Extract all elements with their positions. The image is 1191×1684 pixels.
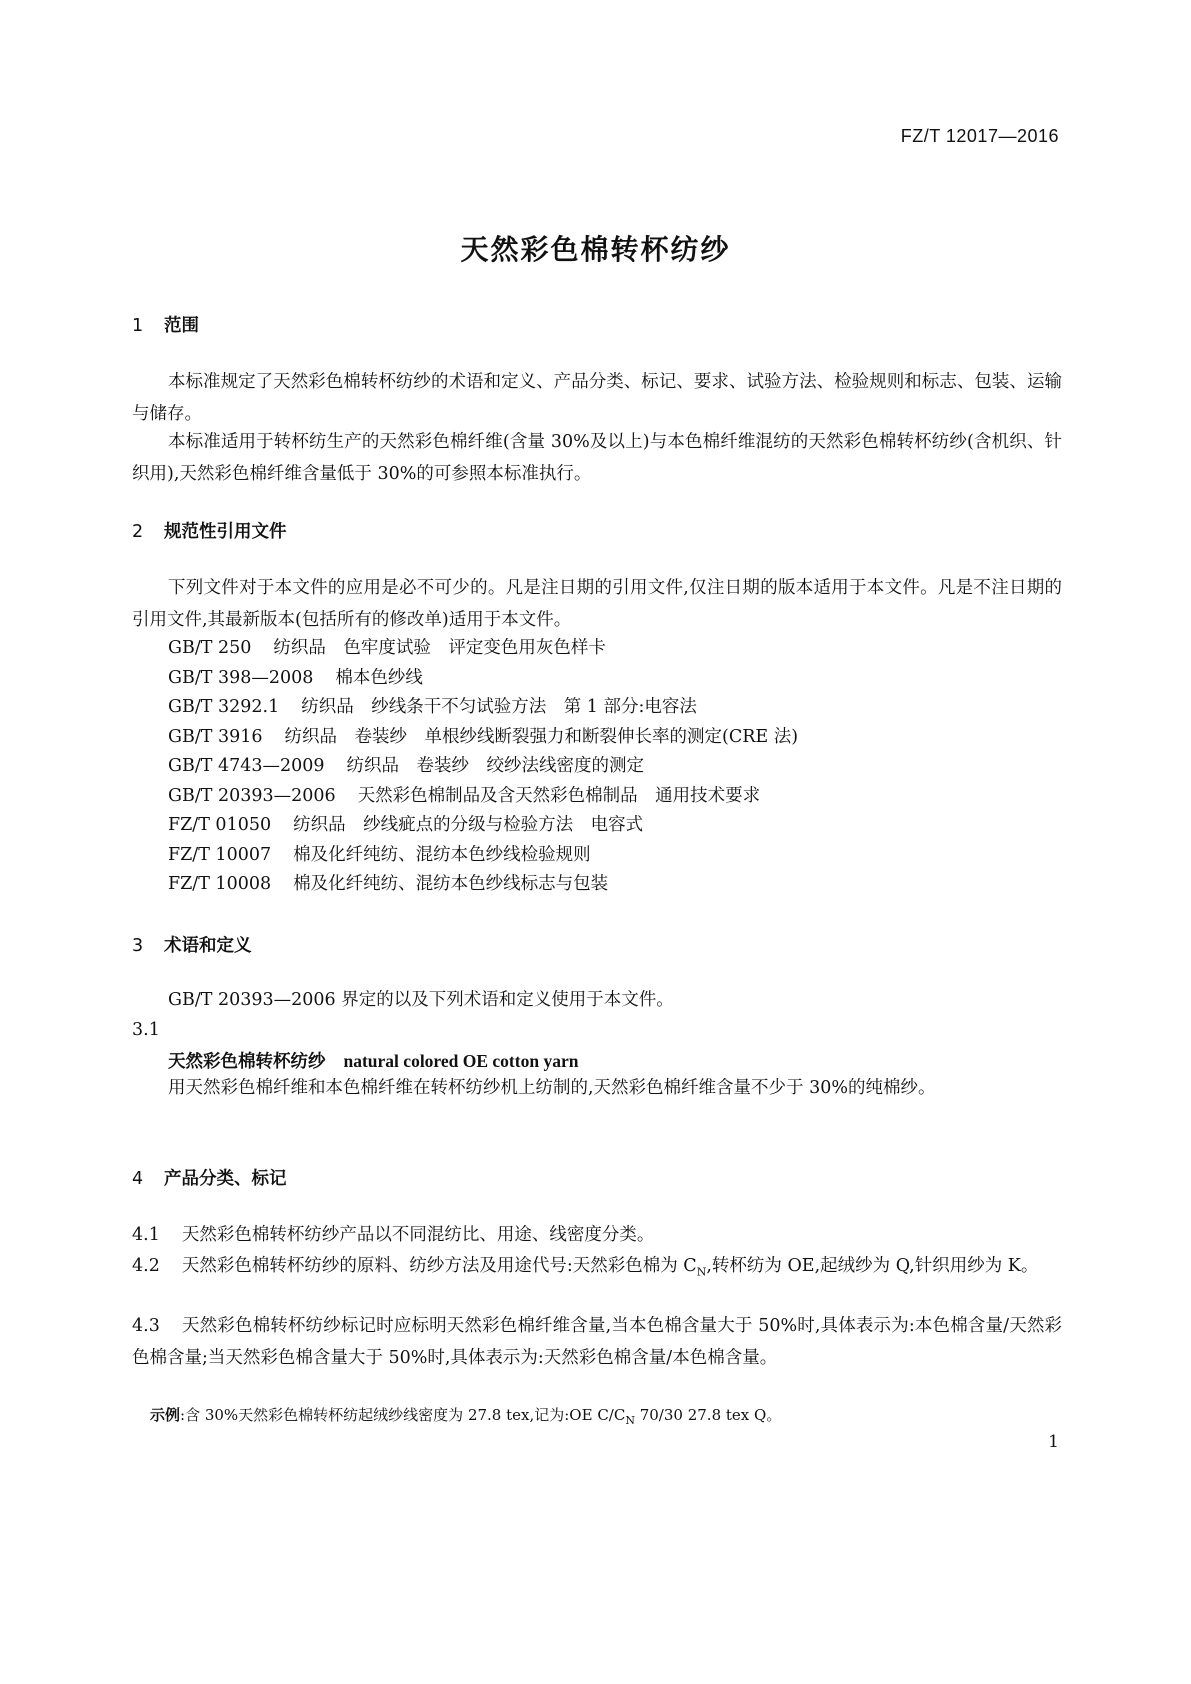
reference-item — [168, 780, 760, 812]
section-title: 术语和定义 — [164, 936, 252, 956]
clause-text: 天然彩色棉转杯纺纱产品以不同混纺比、用途、线密度分类。 — [181, 1225, 655, 1245]
section-3-heading — [132, 932, 252, 957]
term-3-1 — [168, 1048, 578, 1073]
reference-title: 纺织品 卷装纱 单根纱线断裂强力和断裂伸长率的测定(CRE 法) — [284, 726, 799, 747]
reference-item — [168, 721, 798, 753]
section-2-heading — [132, 518, 287, 543]
clause-text: 天然彩色棉转杯纺纱标记时应标明天然彩色棉纤维含量,当本色棉含量大于 50%时,具体表示为:本色棉含量/天然彩色棉含量;当天然彩色棉含量大于 50%时,具体表示为:天然彩色棉含量/本色棉含量。 — [132, 1316, 1062, 1368]
example-text-cont: 70/30 27.8 tex Q。 — [634, 1406, 782, 1424]
terms-intro: GB/T 20393—2006 界定的以及下列术语和定义使用于本文件。 — [168, 990, 674, 1010]
document-title: 天然彩色棉转杯纺纱 — [460, 233, 731, 266]
clause-4-2 — [132, 1250, 1062, 1289]
reference-title: 棉及化纤纯纺、混纺本色纱线标志与包装 — [293, 874, 609, 894]
subscript: N — [625, 1414, 635, 1427]
reference-title: 棉本色纱线 — [335, 667, 423, 688]
section-title: 规范性引用文件 — [164, 522, 287, 542]
section-1-heading — [132, 312, 199, 337]
example-note — [150, 1404, 781, 1427]
example-label: 示例 — [150, 1406, 181, 1424]
reference-code: GB/T 3916 — [168, 726, 263, 747]
reference-item — [168, 839, 591, 871]
reference-code: GB/T 3292.1 — [168, 697, 280, 717]
clause-number: 4.1 — [132, 1225, 160, 1245]
section-4-heading — [132, 1165, 287, 1190]
clause-text-cont: ,转杯纺为 OE,起绒纱为 Q,针织用纱为 K。 — [706, 1256, 1039, 1276]
reference-code: GB/T 250 — [168, 638, 252, 658]
clause-number: 4.3 — [132, 1316, 160, 1336]
reference-title: 纺织品 卷装纱 绞纱法线密度的测定 — [346, 756, 645, 776]
reference-title: 纺织品 色牢度试验 评定变色用灰色样卡 — [273, 638, 606, 658]
section-number: 3 — [132, 936, 144, 956]
reference-title: 纺织品 纱线疵点的分级与检验方法 电容式 — [293, 815, 644, 835]
reference-code: GB/T 4743—2009 — [168, 756, 325, 776]
reference-title: 棉及化纤纯纺、混纺本色纱线检验规则 — [293, 844, 591, 865]
section-number: 2 — [132, 522, 144, 542]
reference-item — [168, 691, 697, 723]
reference-item — [168, 809, 643, 841]
standard-code: FZ/T 12017—2016 — [900, 126, 1059, 146]
reference-code: GB/T 20393—2006 — [168, 785, 336, 806]
section-title: 产品分类、标记 — [164, 1169, 287, 1189]
clause-4-3 — [132, 1310, 1062, 1374]
scope-paragraph-1: 本标准规定了天然彩色棉转杯纺纱的术语和定义、产品分类、标记、要求、试验方法、检验规则和标志、包装、运输与储存。 — [132, 372, 1062, 424]
example-text: :含 30%天然彩色棉转杯纺起绒纱线密度为 27.8 tex,记为:OE C/C — [180, 1406, 626, 1424]
term-3-1-definition: 用天然彩色棉纤维和本色棉纤维在转杯纺纱机上纺制的,天然彩色棉纤维含量不少于 30%的纯棉纱。 — [168, 1078, 936, 1098]
term-3-1-number: 3.1 — [132, 1020, 160, 1040]
term-english: natural colored OE cotton yarn — [343, 1051, 579, 1071]
section-title: 范围 — [164, 316, 199, 336]
clause-number: 4.2 — [132, 1256, 160, 1276]
reference-code: GB/T 398—2008 — [168, 667, 314, 688]
reference-item — [168, 868, 608, 900]
reference-title: 纺织品 纱线条干不匀试验方法 第 1 部分:电容法 — [301, 697, 697, 717]
clause-text: 天然彩色棉转杯纺纱的原料、纺纱方法及用途代号:天然彩色棉为 C — [181, 1256, 697, 1276]
scope-paragraph-2: 本标准适用于转杯纺生产的天然彩色棉纤维(含量 30%及以上)与本色棉纤维混纺的天然彩色棉转杯纺纱(含机织、针织用),天然彩色棉纤维含量低于 30%的可参照本标准执行。 — [132, 432, 1062, 484]
reference-item — [168, 750, 644, 782]
subscript: N — [696, 1265, 707, 1279]
clause-4-1 — [132, 1219, 654, 1251]
reference-item — [168, 662, 423, 694]
term-chinese: 天然彩色棉转杯纺纱 — [168, 1052, 326, 1072]
reference-code: FZ/T 10008 — [168, 874, 272, 894]
reference-title: 天然彩色棉制品及含天然彩色棉制品 通用技术要求 — [357, 785, 761, 806]
reference-code: FZ/T 01050 — [168, 815, 272, 835]
references-intro: 下列文件对于本文件的应用是必不可少的。凡是注日期的引用文件,仅注日期的版本适用于本文件。凡是不注日期的引用文件,其最新版本(包括所有的修改单)适用于本文件。 — [132, 578, 1062, 630]
page-number: 1 — [1048, 1432, 1059, 1452]
reference-code: FZ/T 10007 — [168, 844, 272, 865]
section-number: 1 — [132, 316, 144, 336]
reference-item — [168, 632, 606, 664]
section-number: 4 — [132, 1169, 144, 1189]
